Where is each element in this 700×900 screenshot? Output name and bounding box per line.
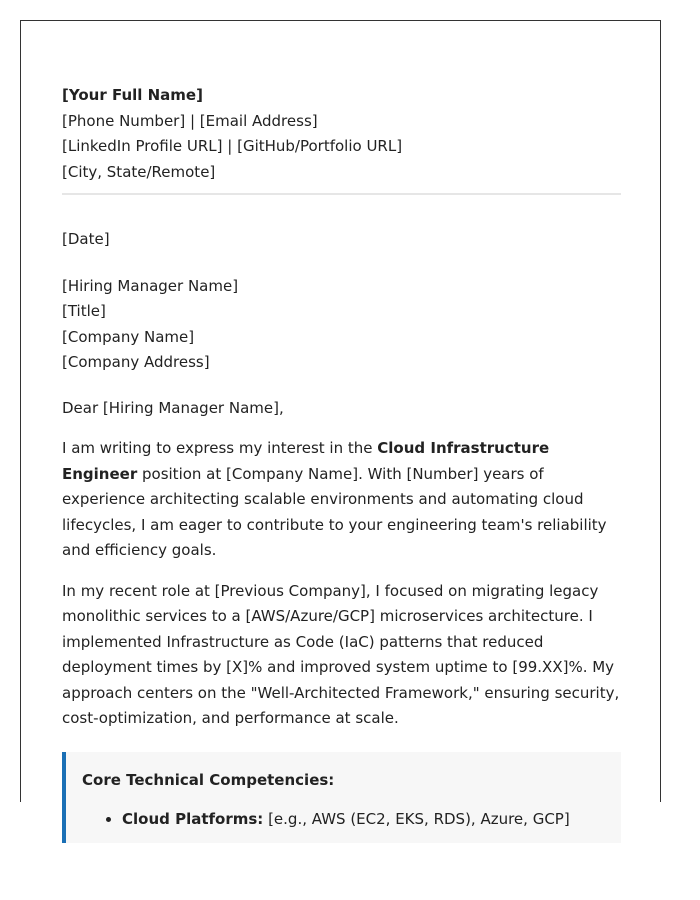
intro-text-start: I am writing to express my interest in the (62, 439, 378, 457)
competency-value: [e.g., AWS (EC2, EKS, RDS), Azure, GCP] (263, 810, 570, 828)
target-role: Cloud Infrastructure Engineer (62, 439, 550, 483)
experience-paragraph: In my recent role at [Previous Company], I focused on migrating legacy monolithic services to a [AWS/Azure/GCP] microservices architecture. I implemented Infrastructure as Code (IaC) patterns that reduced deployment times by [X]% and improved system uptime to [99.XX]%. My approach centers on the "Well-Architected Framework," ensuring security, cost-optimization, and performance at scale. (62, 581, 620, 727)
recipient-address: [Company Address] (62, 353, 210, 371)
competencies-list (82, 807, 605, 833)
contact-header (62, 83, 621, 195)
salutation: Dear [Hiring Manager Name], (62, 398, 284, 417)
full-name: [Your Full Name] (62, 86, 203, 104)
location-line: [City, State/Remote] (62, 162, 216, 181)
competencies-title: Core Technical Competencies: (82, 770, 335, 789)
intro-paragraph (62, 436, 621, 564)
cover-letter (62, 83, 621, 843)
intro-text-end: position at [Company Name]. With [Number] years of experience architecting scalable environments and automating cloud lifecycles, I am eager to contribute to your engineering team's reliability and efficiency goals. (62, 464, 607, 559)
recipient-title: [Title] (62, 302, 106, 320)
recipient-name: [Hiring Manager Name] (62, 276, 239, 295)
links-line: [LinkedIn Profile URL] | [GitHub/Portfolio URL] (62, 137, 403, 155)
recipient-company: [Company Name] (62, 327, 195, 346)
contact-line: [Phone Number] | [Email Address] (62, 111, 318, 130)
competency-item (122, 807, 605, 833)
competency-label: Cloud Platforms: (122, 810, 264, 828)
letter-date: [Date] (62, 230, 110, 248)
competencies-callout (62, 752, 621, 843)
document-page (20, 20, 661, 828)
recipient-block (62, 274, 621, 376)
